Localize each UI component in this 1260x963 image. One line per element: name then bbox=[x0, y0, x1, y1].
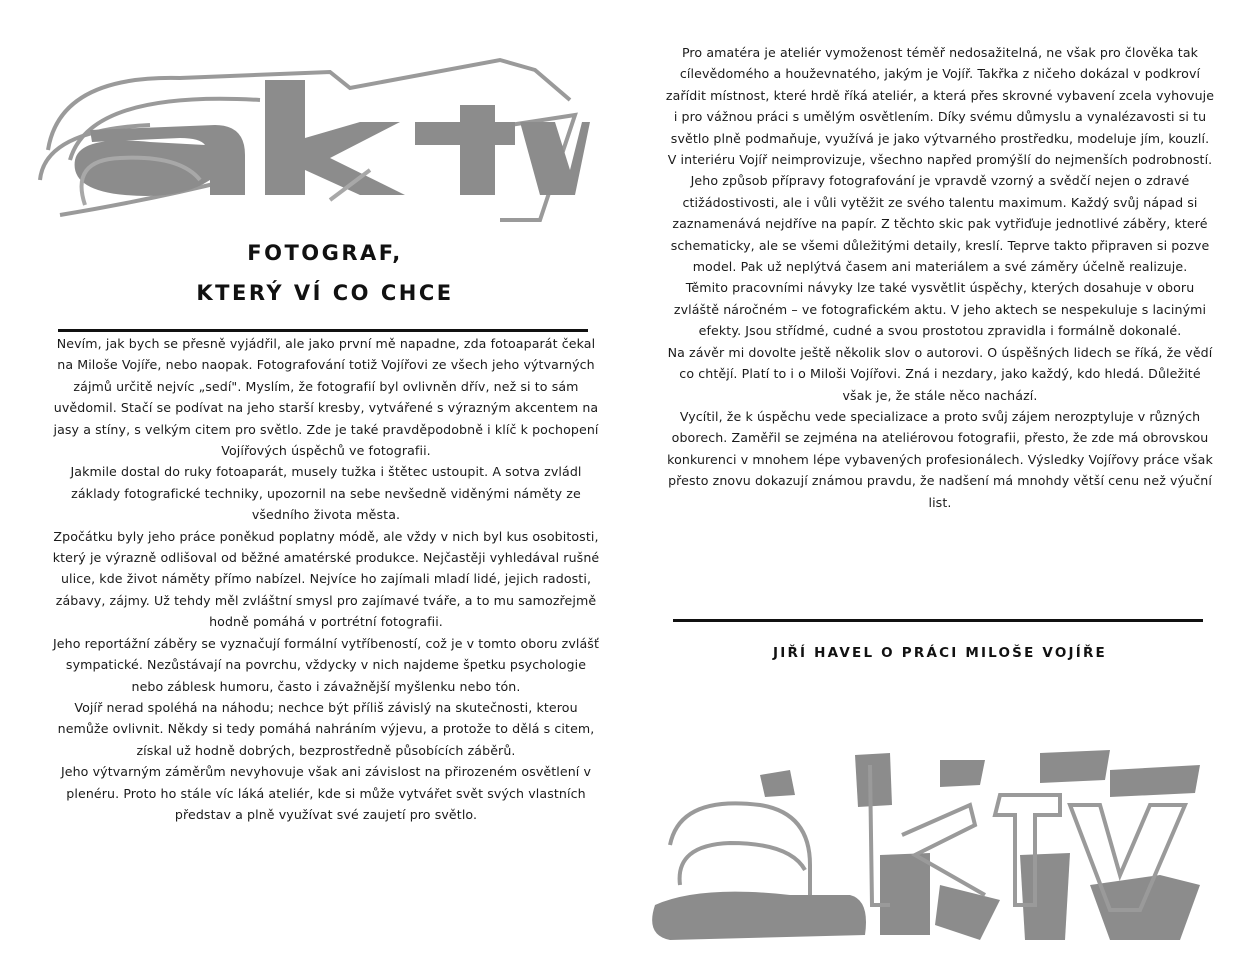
akty-logo-top bbox=[30, 30, 590, 235]
akty-logo-graphic bbox=[640, 735, 1230, 950]
paragraph: Vojíř nerad spoléhá na náhodu; nechce být příliš závislý na skutečnosti, kterou nemůže ovlivnit. Někdy si tedy pomáhá nahráním výjevu, a protože to dělá s citem, získal už hodně dobrých, bezprostředně působících záběrů. bbox=[57, 699, 595, 758]
title-line-2: KTERÝ VÍ CO CHCE bbox=[196, 281, 454, 305]
paragraph: Vycítil, že k úspěchu vede specializace a proto svůj zájem nerozptyluje v různých oborech. Zaměřil se zejména na ateliérovou fotografii, přesto, že zde má obrovskou konkurenci v mnohem lépe vybavených profesionálech. Výsledky Vojířovy práce však přesto znovu dokazují známou pravdu, že nadšení má mnohdy větší cenu než výuční list. bbox=[667, 408, 1213, 510]
akty-logo-graphic bbox=[30, 30, 590, 235]
article-title bbox=[60, 233, 590, 313]
paragraph: Jeho reportážní záběry se vyznačují formální vytříbeností, což je v tomto oboru zvlášť sympatické. Nezůstávají na povrchu, vždycky v nich najdeme špetku psychologie nebo záblesk humoru, často i závažnější myšlenku nebo tón. bbox=[52, 635, 600, 694]
paragraph: Těmito pracovními návyky lze také vysvětlit úspěchy, kterých dosahuje v oboru zvláště náročném – ve fotografickém aktu. V jeho aktech se nespekuluje s lacinými efekty. Jsou střídmé, cudné a svou prostotou zpravidla i formálně dokonalé. bbox=[673, 280, 1207, 339]
paragraph: V interiéru Vojíř neimprovizuje, všechno napřed promýšlí do nejmenších podrobností. Jeho způsob přípravy fotografování je vpravdě vzorný a svědčí nejen o zdravé ctižádostivosti, ale i vůli vytěžit ze svého talentu maximum. Každý svůj nápad si zaznamenává nejdříve na papír. Z těchto skic pak vytřiďuje jednotlivé záběry, které schematicky, ale se všemi důležitými detaily, kreslí. Teprve takto připraven si pozve model. Pak už neplýtvá časem ani materiálem a své záměry účelně realizuje. bbox=[667, 152, 1213, 275]
paragraph: Na závěr mi dovolte ještě několik slov o autorovi. O úspěšných lidech se říká, že vědí co chtějí. Platí to i o Miloši Vojířovi. Zná i nezdary, jako každý, kdo hledá. Důležité však je, že stále něco nachází. bbox=[667, 344, 1213, 403]
author-byline: JIŘÍ HAVEL O PRÁCI MILOŠE VOJÍŘE bbox=[773, 645, 1107, 661]
left-divider bbox=[58, 329, 588, 332]
title-line-1: FOTOGRAF, bbox=[247, 241, 403, 265]
right-column bbox=[665, 42, 1215, 513]
right-divider bbox=[673, 619, 1203, 622]
paragraph: Zpočátku byly jeho práce poněkud poplatny módě, ale vždy v nich byl kus osobitosti, který je výrazně odlišoval od běžné amatérské produkce. Nejčastěji vyhledával rušné ulice, kde život náměty přímo nabízel. Nejvíce ho zajímali mladí lidé, jejich radosti, zábavy, zájmy. Už tehdy měl zvláštní smysl pro zajímavé tváře, a to mu samozřejmě hodně pomáhá v portrétní fotografii. bbox=[52, 528, 600, 630]
paragraph: Jakmile dostal do ruky fotoaparát, musely tužka i štětec ustoupit. A sotva zvládl základy fotografické techniky, upozornil na sebe nevšedně viděnými náměty ze všedního života města. bbox=[70, 464, 582, 523]
paragraph: Pro amatéra je ateliér vymoženost téměř nedosažitelná, ne však pro člověka tak cílevědomého a houževnatého, jakým je Vojíř. Takřka z ničeho dokázal v podkroví zařídit místnost, které hrdě říká ateliér, a která přes skrovné vybavení zcela vyhovuje i pro vážnou práci s umělým osvětlením. Díky svému důmyslu a vynalézavosti si tu světlo plně podmaňuje, využívá je jako výtvarného prostředku, modeluje jím, kouzlí. bbox=[665, 45, 1215, 146]
left-column bbox=[52, 333, 600, 825]
paragraph: Jeho výtvarným záměrům nevyhovuje však ani závislost na přirozeném osvětlení v plenéru. Proto ho stále víc láká ateliér, kde si může vytvářet svět svých vlastních představ a plně využívat své zaujetí pro světlo. bbox=[60, 764, 592, 822]
akty-logo-bottom bbox=[640, 735, 1230, 950]
paragraph: Nevím, jak bych se přesně vyjádřil, ale jako první mě napadne, zda fotoaparát čekal na Miloše Vojíře, nebo naopak. Fotografování totiž Vojířovi ze všech jeho výtvarných zájmů určitě nejvíc „sedí". Myslím, že fotografií byl ovlivněn dřív, než si to sám uvědomil. Stačí se podívat na jeho starší kresby, vytvářené s výrazným akcentem na jasy a stíny, s velkým citem pro světlo. Zde je také pravděpodobně i klíč k pochopení Vojířových úspěchů ve fotografii. bbox=[53, 336, 599, 459]
